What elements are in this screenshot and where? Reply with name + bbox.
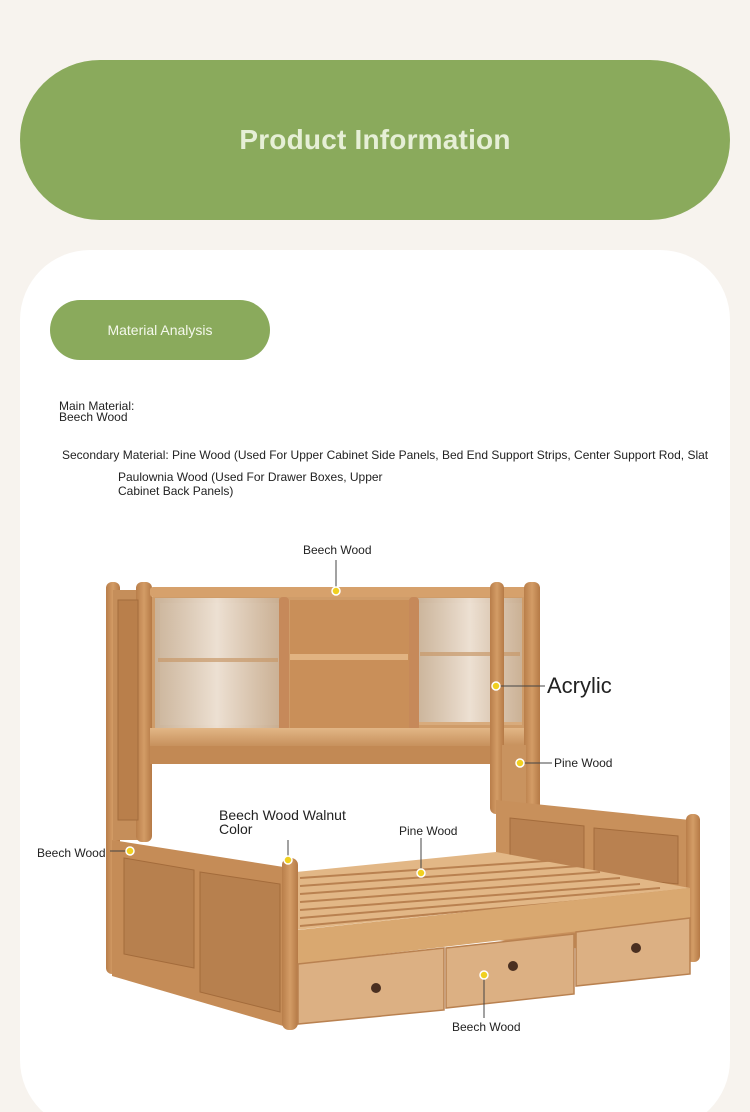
front-corner-post [282, 858, 298, 1030]
callout-pine-right: Pine Wood [554, 756, 613, 770]
cabinet-base-apron [150, 746, 530, 764]
paulownia-material-text: Paulownia Wood (Used For Drawer Boxes, Upper Cabinet Back Panels) [118, 470, 383, 498]
callout-beech-left: Beech Wood [37, 846, 106, 860]
drawer-3-knob [631, 943, 641, 953]
drawer-2-knob [508, 961, 518, 971]
header-banner [20, 60, 730, 220]
main-material-value: Beech Wood [59, 410, 128, 424]
page-title: Product Information [239, 124, 511, 155]
cabinet-right-shelf [420, 652, 520, 656]
right-back-post [490, 582, 504, 814]
drawer-1-knob [371, 983, 381, 993]
cabinet-center-bay [290, 600, 410, 728]
callout-beech-top: Beech Wood [303, 543, 372, 557]
secondary-material-text: Secondary Material: Pine Wood (Used For Upper Cabinet Side Panels, Bed End Support Strips, Center Support Rod, Slat [62, 448, 709, 462]
section-tag [50, 300, 270, 360]
cabinet-center-shelf [290, 654, 408, 660]
callout-beech-bottom: Beech Wood [452, 1020, 521, 1034]
section-tag-label: Material Analysis [107, 322, 213, 338]
left-rail-panel-2 [200, 872, 280, 1012]
cabinet-divider-1 [279, 597, 289, 731]
callout-acrylic: Acrylic [547, 673, 612, 698]
acrylic-door-left [155, 598, 279, 742]
left-rail-panel-1 [124, 858, 194, 968]
right-headboard-panel [502, 745, 526, 805]
right-front-post [524, 582, 540, 814]
left-headboard-inset [118, 600, 138, 820]
acrylic-door-right [418, 598, 522, 722]
callout-pine-mid: Pine Wood [399, 824, 458, 838]
bed-illustration [0, 520, 750, 1080]
cabinet-divider-2 [409, 597, 419, 731]
callout-beech-walnut: Beech Wood Walnut Color [219, 807, 346, 837]
cabinet-left-shelf [158, 658, 278, 662]
main-material-label: Main Material: [59, 399, 135, 413]
drawer-2 [446, 934, 574, 1008]
cabinet-base-rail [150, 728, 530, 748]
